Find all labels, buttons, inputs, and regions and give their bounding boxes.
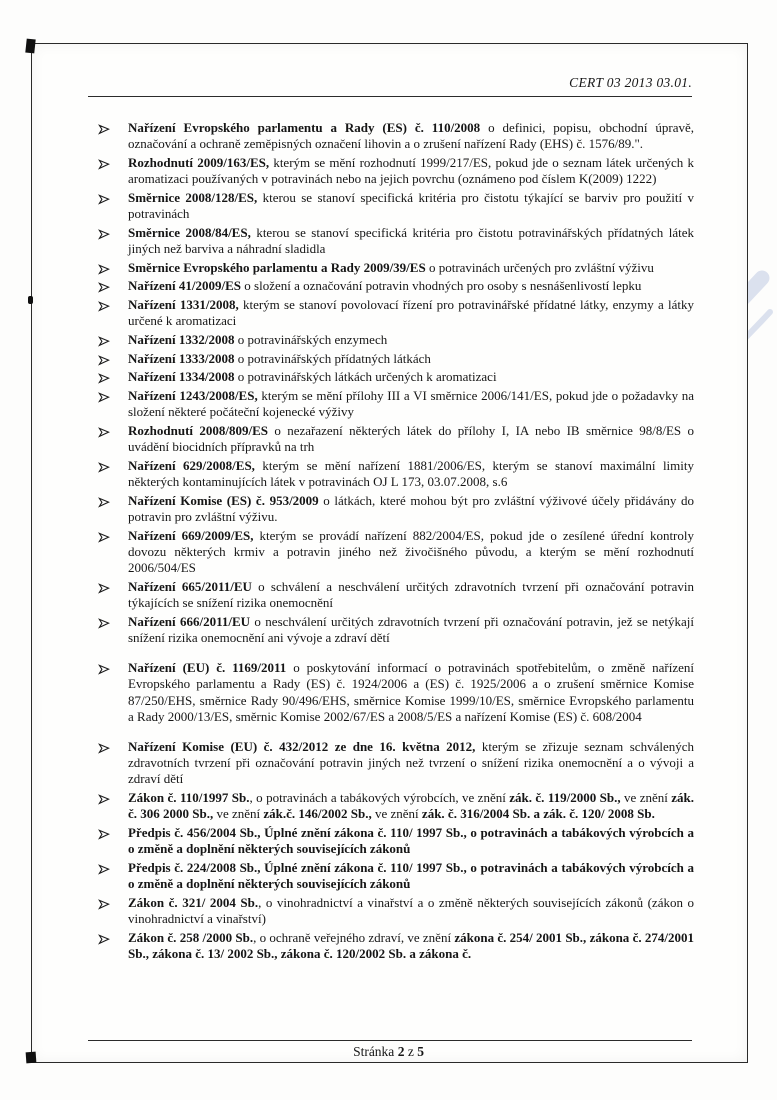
list-item xyxy=(97,930,694,962)
text-run: o schválení a neschválení určitých zdravotních tvrzení při označování potravin týkajících se snížení rizika onemocnění xyxy=(128,578,694,610)
list-item xyxy=(97,423,694,455)
header-rule xyxy=(88,96,692,97)
bold-run: Nařízení 1334/2008 xyxy=(128,369,235,385)
scan-artifact xyxy=(25,39,35,54)
list-item xyxy=(97,155,694,187)
arrowhead-right-bullet-icon xyxy=(98,158,110,169)
text-run: kterou se stanoví specifická kritéria pro čistotu týkající se barviv pro použití v potravinách xyxy=(128,189,695,222)
arrowhead-right-bullet-icon xyxy=(98,933,110,944)
bold-run: Zákon č. 258 /2000 Sb. xyxy=(128,929,254,945)
bold-run: Nařízení 1243/2008/ES, xyxy=(128,388,258,404)
bold-run: Směrnice 2008/84/ES, xyxy=(128,224,251,240)
text-run: o poskytování informací o potravinách spotřebitelům, o změně nařízení Evropského parlamentu a Rady (ES) č. 1924/2006 a (ES) č. 1925/2006 a o zrušení směrnice Komise 87/250/EHS, směrnice Rady 90/496/EHS, směrnice Komise 1999/10/ES, směrnice Evropského parlamentu a Rady 2000/13/ES, směrnic Komise 2002/67/ES a 2008/5/ES a nařízení Komise (ES) č. 608/2004 xyxy=(128,660,694,724)
list-item xyxy=(97,493,694,525)
list-item xyxy=(97,739,694,788)
text-run: , o vinohradnictví a vinařství a o změně některých souvisejících zákonů (zákon o vinohradnictví a vinařství) xyxy=(128,894,694,926)
bold-run: Rozhodnutí 2009/163/ES, xyxy=(128,154,270,170)
list-item xyxy=(97,351,694,367)
text-run: o látkách, které mohou být pro zvláštní výživové účely přidávány do potravin pro zvláštní výživu. xyxy=(128,492,694,524)
list-item xyxy=(97,278,694,294)
text-run: o potravinách určených pro zvláštní výživu xyxy=(425,259,654,275)
list-item xyxy=(97,790,694,822)
arrowhead-right-bullet-icon xyxy=(98,898,110,909)
bold-run: Nařízení 1331/2008, xyxy=(128,297,239,313)
list-item xyxy=(97,190,694,222)
list-item xyxy=(97,614,694,646)
bold-run: Nařízení 669/2009/ES, xyxy=(128,527,254,543)
text-run: kterým se zřizuje seznam schválených zdravotních tvrzení při označování potravin jiných než tvrzení o snížení rizika onemocnění a o vývoji a zdraví dětí xyxy=(128,738,695,787)
arrowhead-right-bullet-icon xyxy=(98,461,110,472)
arrowhead-right-bullet-icon xyxy=(98,300,110,311)
text-run: kterým se mění rozhodnutí 1999/217/ES, pokud jde o seznam látek určených k aromatizaci používaných v potravinách nebo na jejich povrchu (oznámeno pod číslem K(2009) 1222) xyxy=(128,154,694,187)
document-body xyxy=(97,120,694,965)
bold-run: zák.č. 146/2002 Sb., xyxy=(263,806,372,822)
list-item xyxy=(97,297,694,329)
bold-run: Nařízení 629/2008/ES, xyxy=(128,457,255,473)
arrowhead-right-bullet-icon xyxy=(98,193,110,204)
text-run: o definici, popisu, obchodní úpravě, označování a ochraně zeměpisných označení lihovin a o zrušení nařízení Rady (EHS) č. 1576/89.". xyxy=(128,120,694,152)
arrowhead-right-bullet-icon xyxy=(98,335,110,346)
bold-run: Zákon č. 321/ 2004 Sb. xyxy=(128,894,259,910)
bold-run: zák. č. 119/2000 Sb., xyxy=(509,790,621,806)
footer-rule xyxy=(88,1040,692,1041)
arrowhead-right-bullet-icon xyxy=(98,281,110,292)
bold-run: zák. č. 316/2004 Sb. a zák. č. 120/ 2008 Sb. xyxy=(421,806,655,822)
text-run: kterou se stanoví specifická kritéria pro čistotu potravinářských přídatných látek jiných než barviva a náhradní sladidla xyxy=(128,224,695,256)
list-item xyxy=(97,528,694,577)
list-item xyxy=(97,860,694,892)
arrowhead-right-bullet-icon xyxy=(98,828,110,839)
bold-run: Nařízení 1332/2008 xyxy=(128,331,235,347)
bold-run: Nařízení Evropského parlamentu a Rady (ES) č. 110/2008 xyxy=(128,120,481,135)
arrowhead-right-bullet-icon xyxy=(98,263,110,274)
text-run: o potravinářských látkách určených k aromatizaci xyxy=(234,369,497,385)
list-item xyxy=(97,825,694,857)
arrowhead-right-bullet-icon xyxy=(98,531,110,542)
text-run: kterým se stanoví povolovací řízení pro potravinářské přídatné látky, enzymy a látky určené k aromatizaci xyxy=(128,297,694,329)
list-item xyxy=(97,458,694,490)
arrowhead-right-bullet-icon xyxy=(98,391,110,402)
list-item xyxy=(97,225,694,257)
text-run: z xyxy=(404,1044,418,1059)
list-item xyxy=(97,895,694,927)
arrowhead-right-bullet-icon xyxy=(98,617,110,628)
bold-run: 2 xyxy=(397,1044,405,1059)
bold-run: Předpis č. 224/2008 Sb., Úplné znění zákona č. 110/ 1997 Sb., o potravinách a tabákových výrobcích a o změně a doplnění některých souvisejících zákonů xyxy=(128,859,694,892)
document-code: CERT 03 2013 03.01. xyxy=(569,75,692,90)
arrowhead-right-bullet-icon xyxy=(98,372,110,383)
list-item xyxy=(97,120,694,152)
arrowhead-right-bullet-icon xyxy=(98,582,110,593)
text-run: kterým se mění nařízení 1881/2006/ES, kterým se stanoví maximální limity některých kontaminujících látek v potravinách OJ L 173, 03.07.2008, s.6 xyxy=(128,457,695,490)
arrowhead-right-bullet-icon xyxy=(98,354,110,365)
text-run: kterým se provádí nařízení 882/2004/ES, pokud jde o zesílené úřední kontroly dovozu některých krmiv a potravin jiného než živočišného původu, a kterým se mění rozhodnutí 2006/504/ES xyxy=(128,527,694,576)
bold-run: zák. č. 306 2000 Sb., xyxy=(128,790,695,822)
regulation-list xyxy=(97,120,694,962)
bold-run: zákona č. 254/ 2001 Sb., zákona č. 274/2001 Sb., zákona č. 13/ 2002 Sb., zákona č. 120/2002 Sb. a zákona č. xyxy=(128,929,694,961)
bold-run: Nařízení 1333/2008 xyxy=(128,350,235,366)
bold-run: Předpis č. 456/2004 Sb., Úplné znění zákona č. 110/ 1997 Sb., o potravinách a tabákových výrobcích a o změně a doplnění některých souvisejících zákonů xyxy=(128,824,694,857)
text-run: o potravinářských enzymech xyxy=(234,331,388,347)
text-run: ve znění xyxy=(620,790,672,806)
text-run: ve znění xyxy=(371,806,422,822)
list-item xyxy=(97,660,694,725)
bold-run: Směrnice 2008/128/ES, xyxy=(128,189,258,205)
list-item xyxy=(97,332,694,348)
bold-run: Nařízení 666/2011/EU xyxy=(128,613,251,629)
bold-run: Nařízení Komise (EU) č. 432/2012 ze dne 16. května 2012, xyxy=(128,738,476,754)
text-run: kterým se mění přílohy III a VI směrnice 2006/141/ES, pokud jde o požadavky na složení některé počáteční kojenecké výživy xyxy=(128,388,695,420)
bold-run: Nařízení 665/2011/EU xyxy=(128,578,252,594)
bold-run: Směrnice Evropského parlamentu a Rady 2009/39/ES xyxy=(128,259,426,275)
arrowhead-right-bullet-icon xyxy=(98,663,110,674)
text-run: Stránka xyxy=(353,1044,398,1059)
text-run: o složení a označování potravin vhodných pro osoby s nesnášenlivostí lepku xyxy=(241,278,642,294)
bold-run: Rozhodnutí 2008/809/ES xyxy=(128,422,269,438)
text-run: o nezařazení některých látek do přílohy I, IA nebo IB směrnice 98/8/ES o uvádění biocidních přípravků na trh xyxy=(128,422,694,455)
list-item xyxy=(97,260,694,276)
list-item xyxy=(97,369,694,385)
bold-run: Nařízení Komise (ES) č. 953/2009 xyxy=(128,492,319,508)
text-run: o potravinářských přídatných látkách xyxy=(234,350,431,366)
list-item xyxy=(97,579,694,611)
page-footer-text xyxy=(0,1044,777,1060)
bold-run: Zákon č. 110/1997 Sb. xyxy=(128,790,250,806)
arrowhead-right-bullet-icon xyxy=(98,228,110,239)
text-run: , o ochraně veřejného zdraví, ve znění xyxy=(253,929,455,945)
list-item xyxy=(97,388,694,420)
scan-artifact xyxy=(28,296,33,304)
text-run: o neschválení určitých zdravotních tvrzení při označování potravin, jež se netýkají snížení rizika onemocnění ani vývoje a zdraví dětí xyxy=(128,613,694,645)
bold-run: Nařízení 41/2009/ES xyxy=(128,278,242,294)
text-run: ve znění xyxy=(213,806,264,822)
bold-run: 5 xyxy=(417,1044,424,1059)
arrowhead-right-bullet-icon xyxy=(98,496,110,507)
arrowhead-right-bullet-icon xyxy=(98,742,110,753)
arrowhead-right-bullet-icon xyxy=(98,123,110,134)
arrowhead-right-bullet-icon xyxy=(98,793,110,804)
arrowhead-right-bullet-icon xyxy=(98,863,110,874)
arrowhead-right-bullet-icon xyxy=(98,426,110,437)
bold-run: Nařízení (EU) č. 1169/2011 xyxy=(128,660,287,676)
text-run: , o potravinách a tabákových výrobcích, ve znění xyxy=(249,790,510,806)
